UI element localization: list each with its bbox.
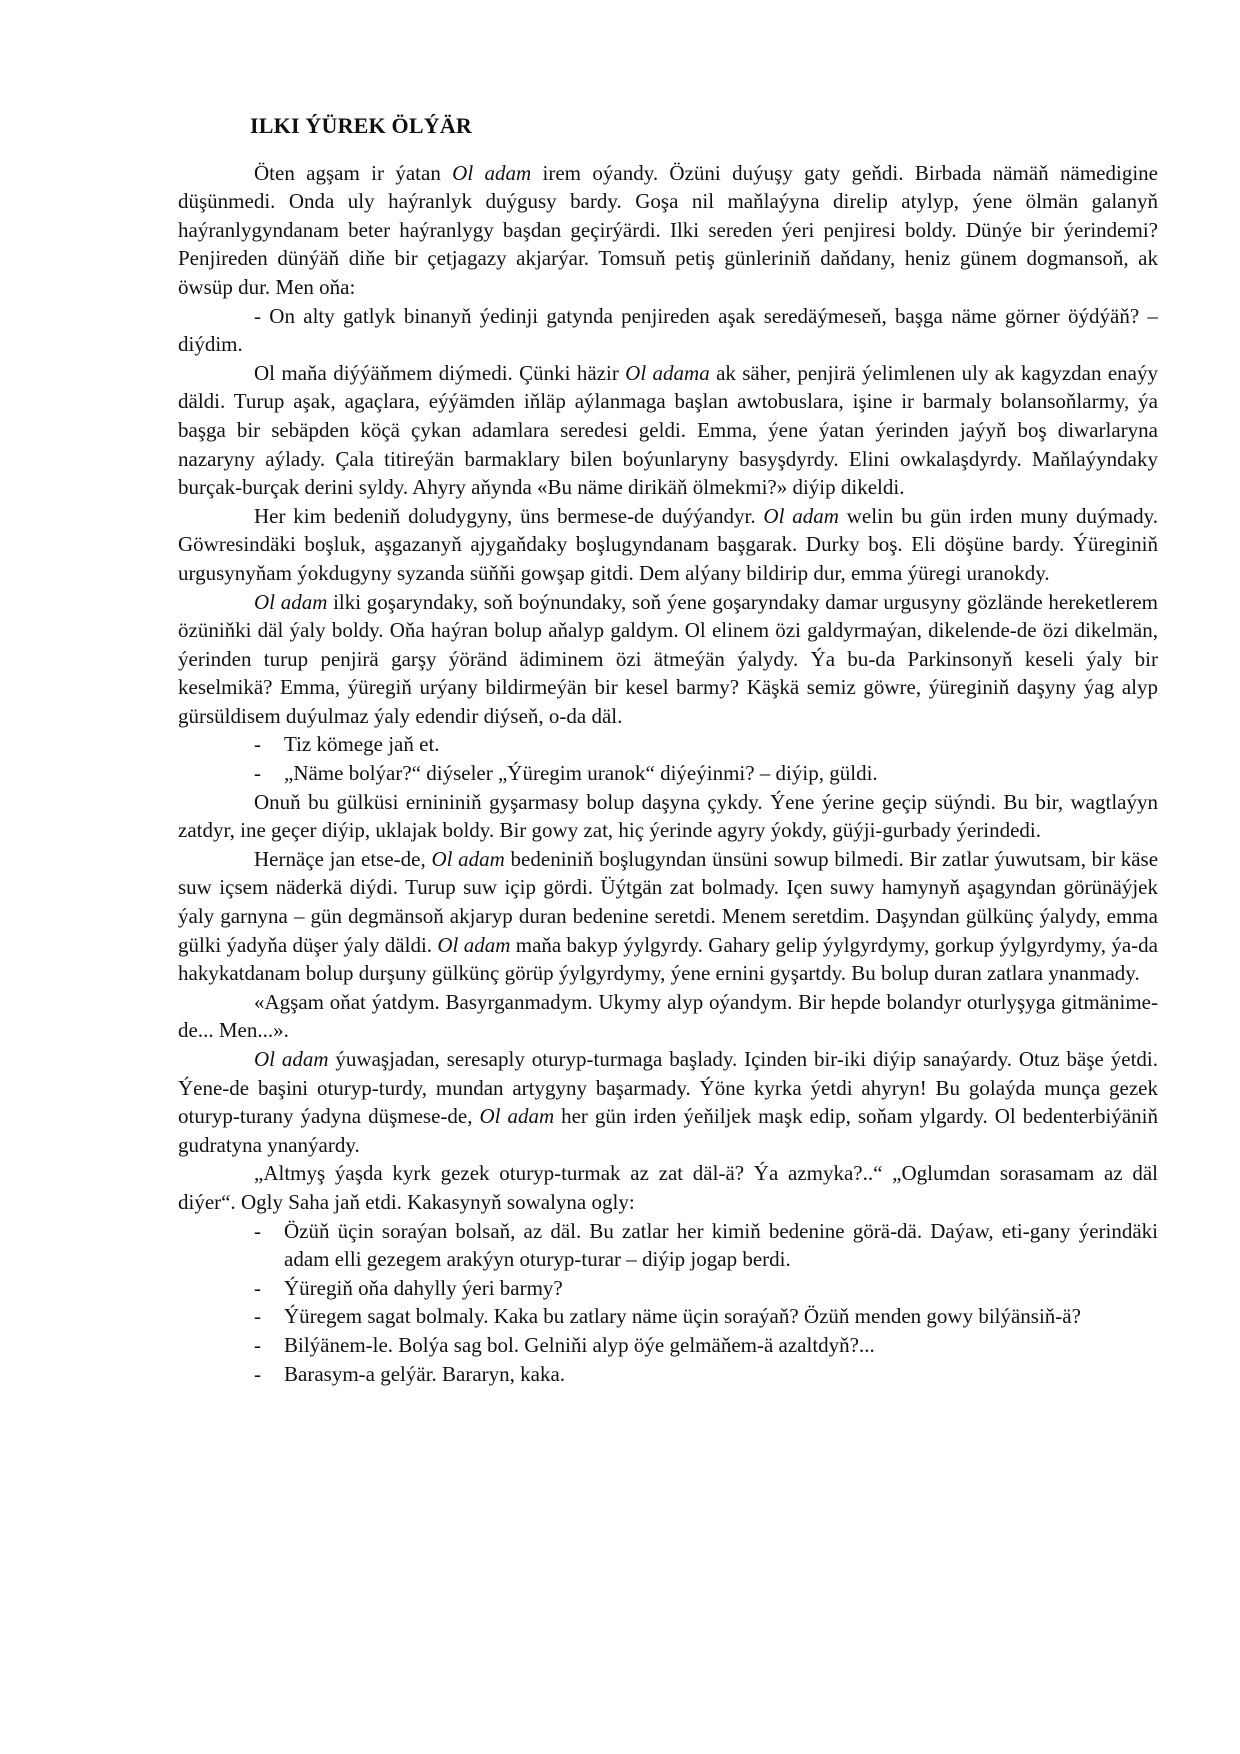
dash-bullet: - xyxy=(254,1361,261,1386)
document-body xyxy=(178,159,1158,1389)
dialogue-item xyxy=(178,1331,1158,1360)
dialogue-item xyxy=(178,1217,1158,1274)
italic-text: Ol adam xyxy=(479,1104,555,1129)
dialogue-item xyxy=(178,1274,1158,1303)
paragraph-text: - On alty gatlyk binanyň ýedinji gatynda penjireden aşak seredäýmeseň, başga näme görner öýdýäň? – diýdim. xyxy=(178,303,1158,357)
paragraph-text: ilki goşaryndaky, soň boýnundaky, soň ýene goşaryndaky damar urgusyny gözlände hereketlerem özüniňki däl ýaly boldy. Oňa haýran bolup aňalyp galdym. Ol elinem özi galdyrmaýan, dikelende-de özi dikelmän, ýerinden turup penjirä garşy ýöränd ädiminem özi ätmeýän ýalydy. Ýa bu-da Parkinsonyň keseli ýaly bir keselmikä? Emma, ýüregiň urýany bildirmeýän bir kesel barmy? Käşkä semiz göwre, ýüreginiň daşyny ýag alyp gürsüldisem duýulmaz ýaly edendir diýseň, o-da däl. xyxy=(178,589,1158,728)
dialogue-text: Özüň üçin soraýan bolsaň, az däl. Bu zatlar her kimiň bedenine görä-dä. Daýaw, eti-gany ýerindäki adam elli gezegem arakýyn oturyp-turar – diýip jogap berdi. xyxy=(284,1218,1158,1272)
paragraph-text: «Agşam oňat ýatdym. Basyrganmadym. Ukymy alyp oýandym. Bir hepde bolandyr oturlyşyga gitmänime-de... Men...». xyxy=(178,989,1158,1043)
document-page xyxy=(178,112,1158,1388)
paragraph xyxy=(178,988,1158,1045)
dialogue-item xyxy=(178,730,1158,759)
dialogue-item xyxy=(178,1302,1158,1331)
italic-text: Ol adam xyxy=(254,1047,329,1071)
dialogue-text: Ýüregiň oňa dahylly ýeri barmy? xyxy=(284,1275,563,1300)
dialogue-text: Bilýänem-le. Bolýa sag bol. Gelniňi alyp öýe gelmäňem-ä azaltdyň?... xyxy=(284,1332,875,1357)
document-title: ILKI ÝÜREK ÖLÝÄR xyxy=(250,113,473,138)
italic-text: Ol adam xyxy=(763,503,839,528)
paragraph xyxy=(178,159,1158,302)
paragraph-text: welin bu gün irden muny duýmady. Göwresindäki boşluk, aşgazanyň ajygaňdaky boşlugyndanam başgarak. Durky boş. Eli döşüne bardy. Ýüreginiň urgusynyňam ýokdugyny syzanda süňňi gowşap gitdi. Dem alýany bildirip dur, emma ýüregi uranokdy. xyxy=(178,503,1158,585)
italic-text: Ol adam xyxy=(431,846,505,871)
paragraph-text: bedeniniň boşlugyndan ünsüni sowup bilmedi. Bir zatlar ýuwutsam, bir käse suw içsem näderkä diýdi. Turup suw içip gördi. Üýtgän zat bolmady. Içen suwy hamynyň aşagyndan görünäýjek ýaly garnyna – gün degmänsoň akjaryp duran bedenine seretdi. Menem seretdim. Daşyndan gülkünç ýalydy, emma gülki ýadyňa düşer ýaly däldi. xyxy=(178,846,1159,957)
italic-text: Ol adama xyxy=(625,360,710,385)
italic-text: Ol adam xyxy=(437,932,511,957)
dash-bullet: - xyxy=(254,732,261,757)
paragraph xyxy=(178,1045,1158,1159)
paragraph-text: „Altmyş ýaşda kyrk gezek oturyp-turmak az zat däl-ä? Ýa azmyka?..“ „Oglumdan sorasamam az däl diýer“. Ogly Saha jaň etdi. Kakasynyň sowalyna ogly: xyxy=(178,1161,1158,1214)
dash-bullet: - xyxy=(254,1218,261,1243)
dash-bullet: - xyxy=(254,1304,261,1329)
paragraph xyxy=(178,788,1158,845)
paragraph xyxy=(178,359,1158,502)
paragraph-text: Ol maňa diýýäňmem diýmedi. Çünki häzir xyxy=(254,360,626,385)
paragraph-text: maňa bakyp ýylgyrdy. Gahary gelip ýylgyrdymy, gorkup ýylgyrdymy, ýa-da hakykatdanam bolup durşuny gülkünç görüp ýylgyrdymy, ýene ernini gyşartdy. Bu bolup duran zatlara ynanmady. xyxy=(178,932,1158,986)
italic-text: Ol adam xyxy=(254,589,328,614)
dash-bullet: - xyxy=(254,1332,261,1357)
dialogue-item xyxy=(178,759,1158,788)
paragraph xyxy=(178,588,1158,731)
paragraph-text: ak säher, penjirä ýelimlenen uly ak kagyzdan enaýy däldi. Turup aşak, agaçlara, eýýämden iňläp aýlanmaga başlan awtobuslara, işine ir barmaly bolansoňlarmy, ýa başga bir sebäpden köçä çykan adamlara seredesi geldi. Emma, ýene ýatan ýerinden jaýyň boş diwarlaryna nazaryny aýlady. Çala titireýän barmaklary bilen boýunlaryny basyşdyrdy. Elini owkalaşdyrdy. Maňlaýyndaky burçak-burçak derini syldy. Ahyry aňynda «Bu näme dirikäň ölmekmi?» diýip dikeldi. xyxy=(178,360,1158,500)
paragraph-text: Onuň bu gülküsi ernininiň gyşarmasy bolup daşyna çykdy. Ýene ýerine geçip süýndi. Bu bir, wagtlaýyn zatdyr, ine geçer diýip, uklajak boldy. Bir gowy zat, hiç ýerinde agyry ýokdy, güýji-gurbady ýerindedi. xyxy=(178,789,1158,843)
dialogue-text: Tiz kömege jaň et. xyxy=(284,732,440,757)
paragraph xyxy=(178,302,1158,359)
paragraph xyxy=(178,502,1158,588)
dialogue-text: Barasym-a gelýär. Bararyn, kaka. xyxy=(284,1361,566,1386)
dash-bullet: - xyxy=(254,1275,261,1300)
paragraph-text: Her kim bedeniň doludygyny, üns bermese-de duýýandyr. xyxy=(254,503,764,528)
dash-bullet: - xyxy=(254,761,261,786)
paragraph-text: her gün irden ýeňiljek maşk edip, soňam ylgardy. Ol bedenterbiýäniň gudratyna ynanýardy. xyxy=(178,1104,1158,1157)
italic-text: Ol adam xyxy=(452,160,532,185)
dialogue-text: „Näme bolýar?“ diýseler „Ýüregim uranok“ diýeýinmi? – diýip, güldi. xyxy=(284,761,878,786)
paragraph-text: irem oýandy. Özüni duýuşy gaty geňdi. Birbada nämäň nämedigine düşünmedi. Onda uly haýranlyk duýgusy bardy. Goşa nil maňlaýyna direlip atylyp, ýene ölmän galanyň haýranlygyndanam beter haýranlygy başdan geçirýärdi. Ilki sereden ýeri penjiresi boldy. Dünýe bir ýerindemi? Penjireden dünýäň diňe bir çetjagazy akjarýar. Tomsuň petiş günleriniň daňdany, heniz günem dogmansoň, ak öwsüp dur. Men oňa: xyxy=(178,160,1158,299)
paragraph-text: ýuwaşjadan, seresaply oturyp-turmaga başlady. Içinden bir-iki diýip sanaýardy. Otuz bäşe ýetdi. Ýene-de başini oturyp-turdy, mundan artygyny başarmady. Ýöne kyrka ýetdi ahyryn! Bu golaýda munça gezek oturyp-turany ýadyna düşmese-de, xyxy=(178,1047,1158,1129)
paragraph-text: Hernäçe jan etse-de, xyxy=(254,846,432,871)
dialogue-item xyxy=(178,1360,1158,1389)
paragraph xyxy=(178,845,1158,988)
dialogue-text: Ýüregem sagat bolmaly. Kaka bu zatlary näme üçin soraýaň? Özüň menden gowy bilýänsiň-ä? xyxy=(284,1304,1081,1329)
paragraph xyxy=(178,1159,1158,1216)
paragraph-text: Öten agşam ir ýatan xyxy=(254,160,453,185)
